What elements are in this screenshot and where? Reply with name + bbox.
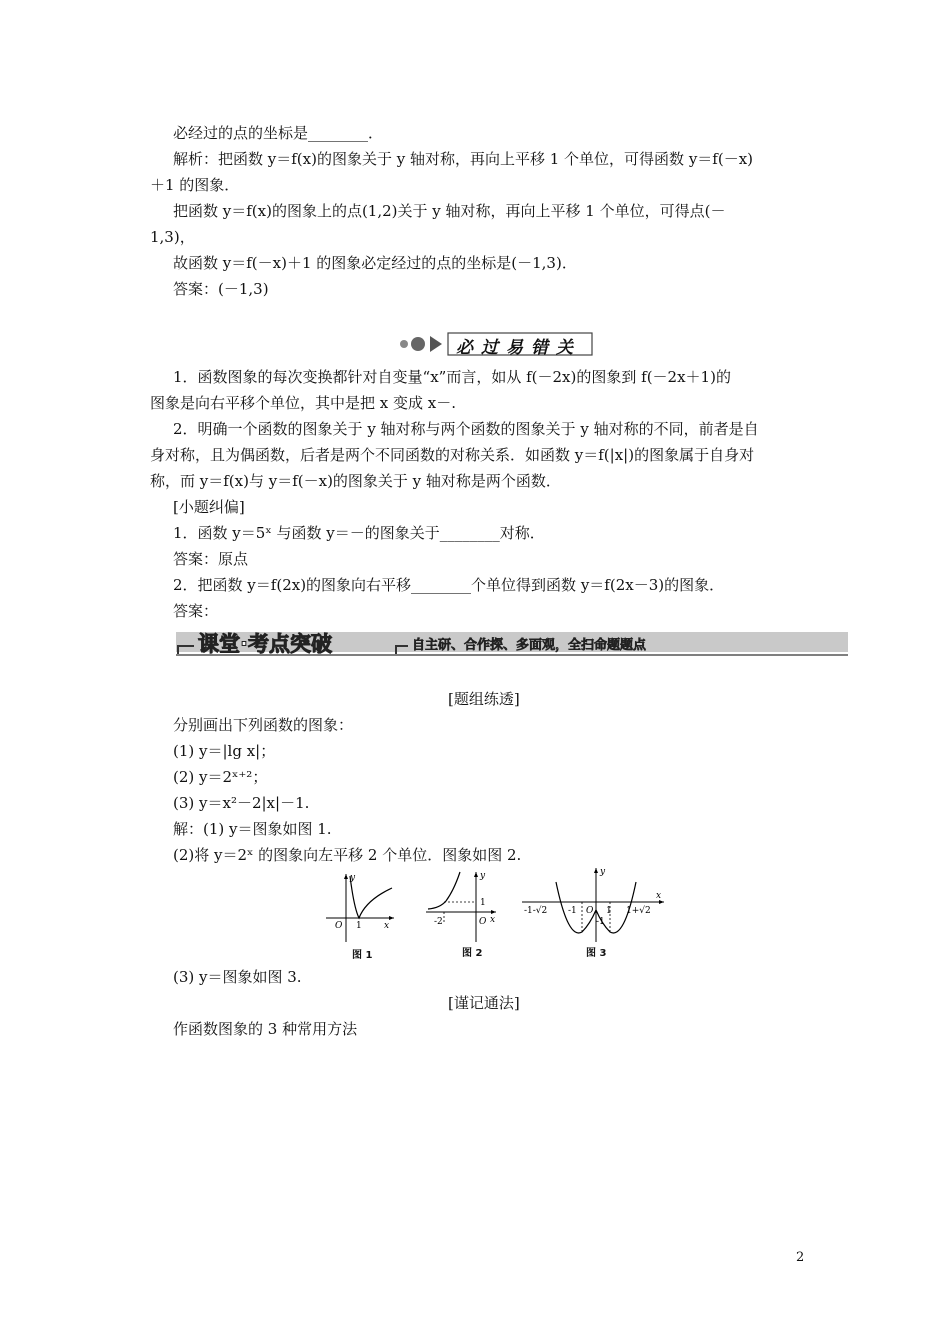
text-line: 答案：(－1,3) xyxy=(173,280,269,298)
figure-caption: 图 2 xyxy=(462,948,483,959)
tick-label: -1 xyxy=(596,917,605,927)
axis-label-x: x xyxy=(490,915,496,925)
axis-label-x: x xyxy=(384,921,390,931)
text-line: 把函数 y＝f(x)的图象上的点(1,2)关于 y 轴对称，再向上平移 1 个单位，可得点(－ xyxy=(173,202,726,220)
text-line: [小题纠偏] xyxy=(173,498,245,516)
text-line: 故函数 y＝f(－x)＋1 的图象必定经过的点的坐标是(－1,3)． xyxy=(173,254,577,272)
banner-title: 必过易错关 xyxy=(456,338,581,358)
banner-title: 课堂·考点突破 xyxy=(198,632,332,656)
tick-label: -1-√2 xyxy=(524,906,548,916)
text-line: 称，而 y＝f(x)与 y＝f(－x)的图象关于 y 轴对称是两个函数． xyxy=(150,472,561,490)
tick-label: -1 xyxy=(568,906,577,916)
tick-label: 1 xyxy=(480,898,486,908)
text-line: ＋1 的图象． xyxy=(150,176,240,194)
tick-label: 1 xyxy=(356,921,362,931)
figure-3 xyxy=(520,866,670,962)
text-line: 分别画出下列函数的图象： xyxy=(173,716,354,734)
section-banner-classroom xyxy=(176,628,848,658)
axis-label-y: y xyxy=(480,871,486,881)
text-line: [谨记通法] xyxy=(448,994,520,1012)
text-line: (1) y＝|lg x|； xyxy=(173,742,276,760)
text-line: 1．函数 y＝5ˣ 与函数 y＝－的图象关于________对称． xyxy=(173,524,545,542)
text-line: [题组练透] xyxy=(448,690,520,708)
text-line: 答案：原点 xyxy=(173,550,249,568)
figure-caption: 图 3 xyxy=(586,948,607,959)
text-line: 1．函数图象的每次变换都针对自变量“x”而言，如从 f(－2x)的图象到 f(－2x＋1)的 xyxy=(173,368,731,386)
page-number: 2 xyxy=(796,1250,805,1265)
text-line: 答案： xyxy=(173,602,219,620)
text-line: (3) y＝图象如图 3. xyxy=(173,968,302,986)
text-line: 必经过的点的坐标是________． xyxy=(173,124,384,142)
origin-label: O xyxy=(479,917,487,927)
text-line: 解：(1) y＝图象如图 1. xyxy=(173,820,332,838)
figure-1-graph xyxy=(322,870,402,948)
figure-1 xyxy=(322,870,402,962)
axis-label-y: y xyxy=(600,867,606,877)
text-line: (2) y＝2ˣ⁺²； xyxy=(173,768,268,786)
figure-caption: 图 1 xyxy=(352,950,373,961)
tick-label: 1+√2 xyxy=(626,906,651,916)
banner-subtitle: 自主研、合作探、多面观，全扫命题题点 xyxy=(412,638,647,653)
text-line: 2．把函数 y＝f(2x)的图象向右平移________个单位得到函数 y＝f(2x－3)的图象． xyxy=(173,576,725,594)
text-line: 2．明确一个函数的图象关于 y 轴对称与两个函数的图象关于 y 轴对称的不同，前者是自 xyxy=(173,420,759,438)
text-line: 1,3)， xyxy=(150,228,195,246)
text-line: 作函数图象的 3 种常用方法 xyxy=(173,1020,358,1038)
figure-2 xyxy=(424,868,502,962)
tick-label: 1 xyxy=(606,906,612,916)
text-line: 图象是向右平移个单位，其中是把 x 变成 x－. xyxy=(150,394,456,412)
origin-label: O xyxy=(586,906,594,916)
text-line: (2)将 y＝2ˣ 的图象向左平移 2 个单位．图象如图 2. xyxy=(173,846,522,864)
tick-label: -2 xyxy=(434,917,443,927)
text-line: 身对称，且为偶函数，后者是两个不同函数的对称关系．如函数 y＝f(|x|)的图象属于自身对 xyxy=(150,446,755,464)
origin-label: O xyxy=(335,921,343,931)
figure-2-graph xyxy=(424,868,502,946)
axis-label-y: y xyxy=(350,873,356,883)
section-banner-error-prone xyxy=(396,330,596,358)
text-line: (3) y＝x²－2|x|－1. xyxy=(173,794,310,812)
axis-label-x: x xyxy=(656,891,662,901)
figure-3-graph xyxy=(520,866,670,946)
text-line: 解析：把函数 y＝f(x)的图象关于 y 轴对称，再向上平移 1 个单位，可得函数 y＝f(－x) xyxy=(173,150,754,168)
